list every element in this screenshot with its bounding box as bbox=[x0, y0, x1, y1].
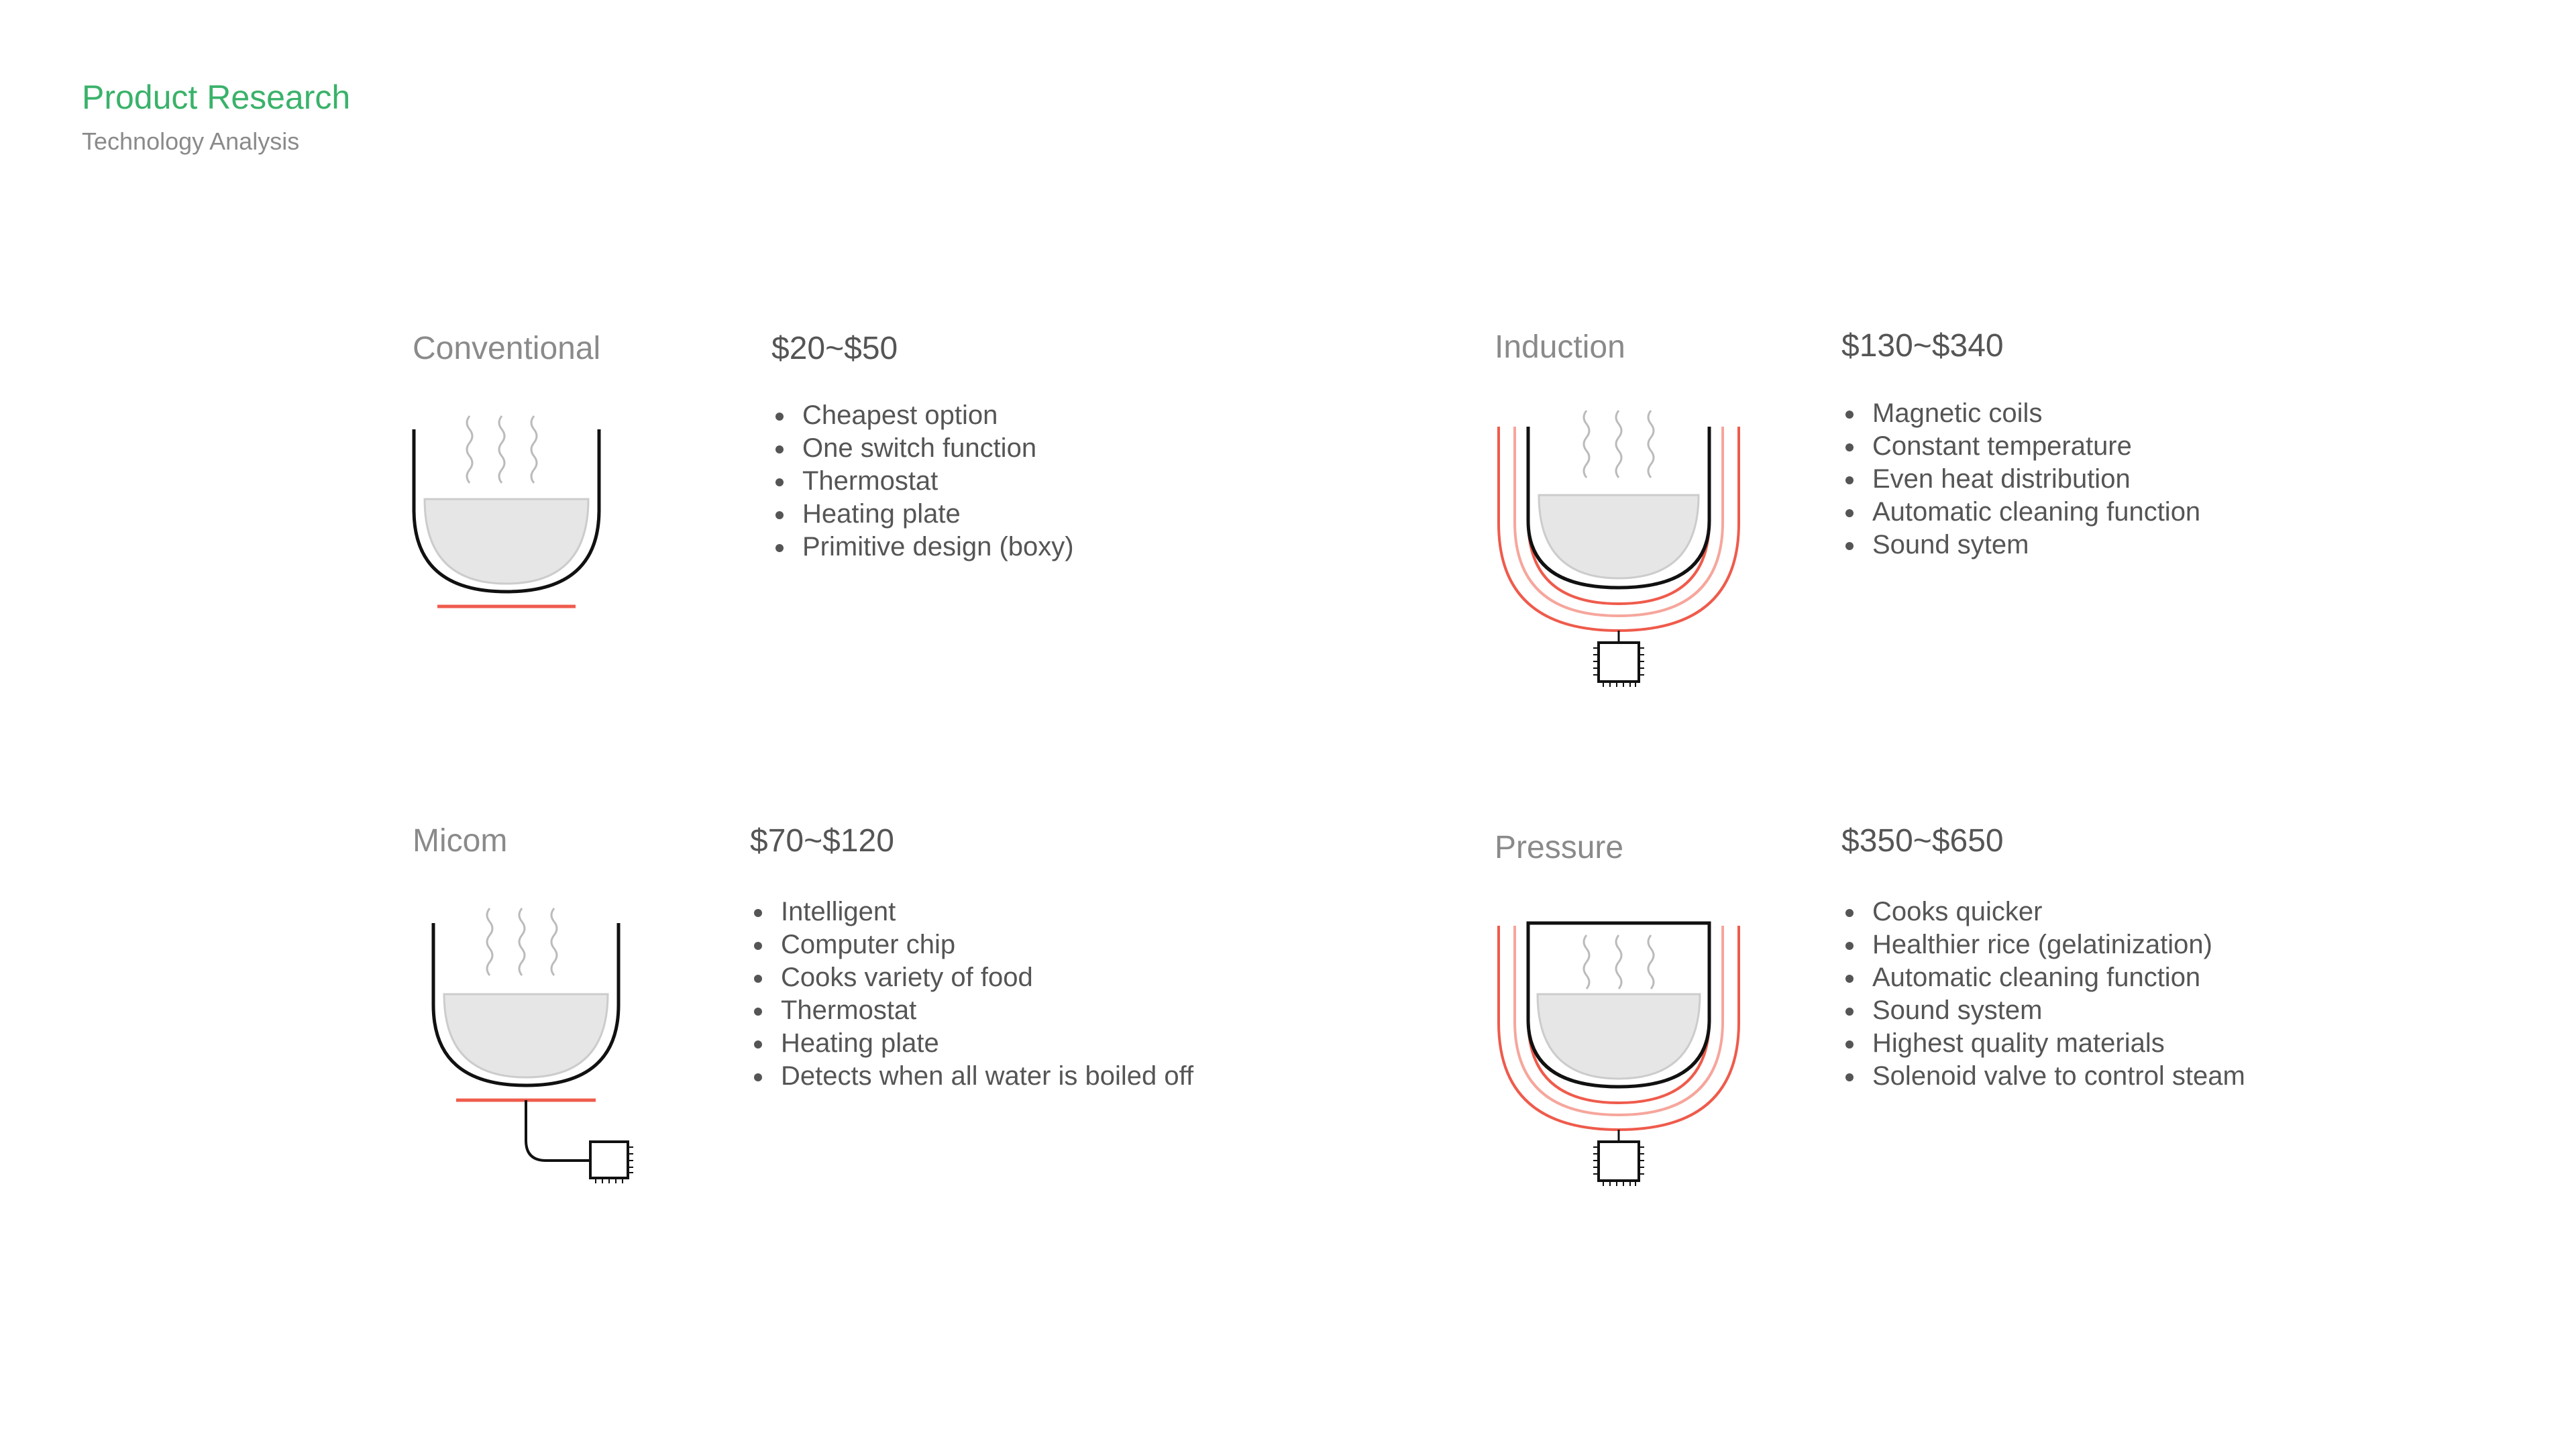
feature-item: Cooks variety of food bbox=[750, 961, 1193, 994]
feature-list-micom bbox=[750, 896, 1193, 1093]
rice-bowl bbox=[444, 994, 608, 1077]
feature-item: Intelligent bbox=[750, 896, 1193, 928]
chip-icon bbox=[1593, 643, 1644, 687]
card-price-micom: $70~$120 bbox=[750, 823, 894, 859]
feature-item: Computer chip bbox=[750, 928, 1193, 961]
feature-item: Constant temperature bbox=[1841, 430, 2200, 463]
induction-cooker-diagram bbox=[1483, 402, 1764, 698]
card-name-pressure: Pressure bbox=[1495, 830, 1624, 865]
feature-list-conventional bbox=[771, 399, 1074, 564]
feature-item: Thermostat bbox=[771, 465, 1074, 498]
feature-item: Sound system bbox=[1841, 994, 2245, 1027]
feature-item: Magnetic coils bbox=[1841, 397, 2200, 430]
feature-item: Automatic cleaning function bbox=[1841, 961, 2245, 994]
feature-item: Cheapest option bbox=[771, 399, 1074, 432]
card-price-induction: $130~$340 bbox=[1841, 328, 2004, 364]
card-name-induction: Induction bbox=[1495, 329, 1625, 365]
feature-item: Sound sytem bbox=[1841, 529, 2200, 561]
steam-icon bbox=[467, 416, 537, 483]
card-price-pressure: $350~$650 bbox=[1841, 823, 2004, 859]
steam-icon bbox=[1584, 935, 1654, 989]
rice-bowl bbox=[425, 499, 588, 584]
card-name-conventional: Conventional bbox=[413, 331, 601, 366]
conventional-cooker-diagram bbox=[402, 402, 604, 617]
feature-item: Heating plate bbox=[750, 1027, 1193, 1060]
feature-item: Thermostat bbox=[750, 994, 1193, 1027]
feature-item: Healthier rice (gelatinization) bbox=[1841, 928, 2245, 961]
feature-item: One switch function bbox=[771, 432, 1074, 465]
micom-cooker-diagram bbox=[423, 899, 651, 1194]
feature-item: Cooks quicker bbox=[1841, 896, 2245, 928]
feature-item: Heating plate bbox=[771, 498, 1074, 531]
rice-bowl bbox=[1539, 495, 1699, 578]
steam-icon bbox=[487, 908, 557, 975]
feature-item: Even heat distribution bbox=[1841, 463, 2200, 496]
chip-wire bbox=[526, 1100, 590, 1161]
feature-item: Primitive design (boxy) bbox=[771, 531, 1074, 564]
steam-icon bbox=[1584, 411, 1654, 478]
chip-icon bbox=[590, 1142, 633, 1183]
card-name-micom: Micom bbox=[413, 823, 508, 859]
pressure-cooker-diagram bbox=[1483, 899, 1764, 1194]
feature-list-induction bbox=[1841, 397, 2200, 561]
feature-item: Detects when all water is boiled off bbox=[750, 1060, 1193, 1093]
card-price-conventional: $20~$50 bbox=[771, 331, 898, 366]
feature-item: Automatic cleaning function bbox=[1841, 496, 2200, 529]
feature-list-pressure bbox=[1841, 896, 2245, 1093]
page-title: Product Research bbox=[82, 78, 351, 116]
page-subtitle: Technology Analysis bbox=[82, 127, 300, 155]
chip-icon bbox=[1593, 1142, 1644, 1186]
feature-item: Solenoid valve to control steam bbox=[1841, 1060, 2245, 1093]
feature-item: Highest quality materials bbox=[1841, 1027, 2245, 1060]
rice-bowl bbox=[1538, 994, 1700, 1079]
